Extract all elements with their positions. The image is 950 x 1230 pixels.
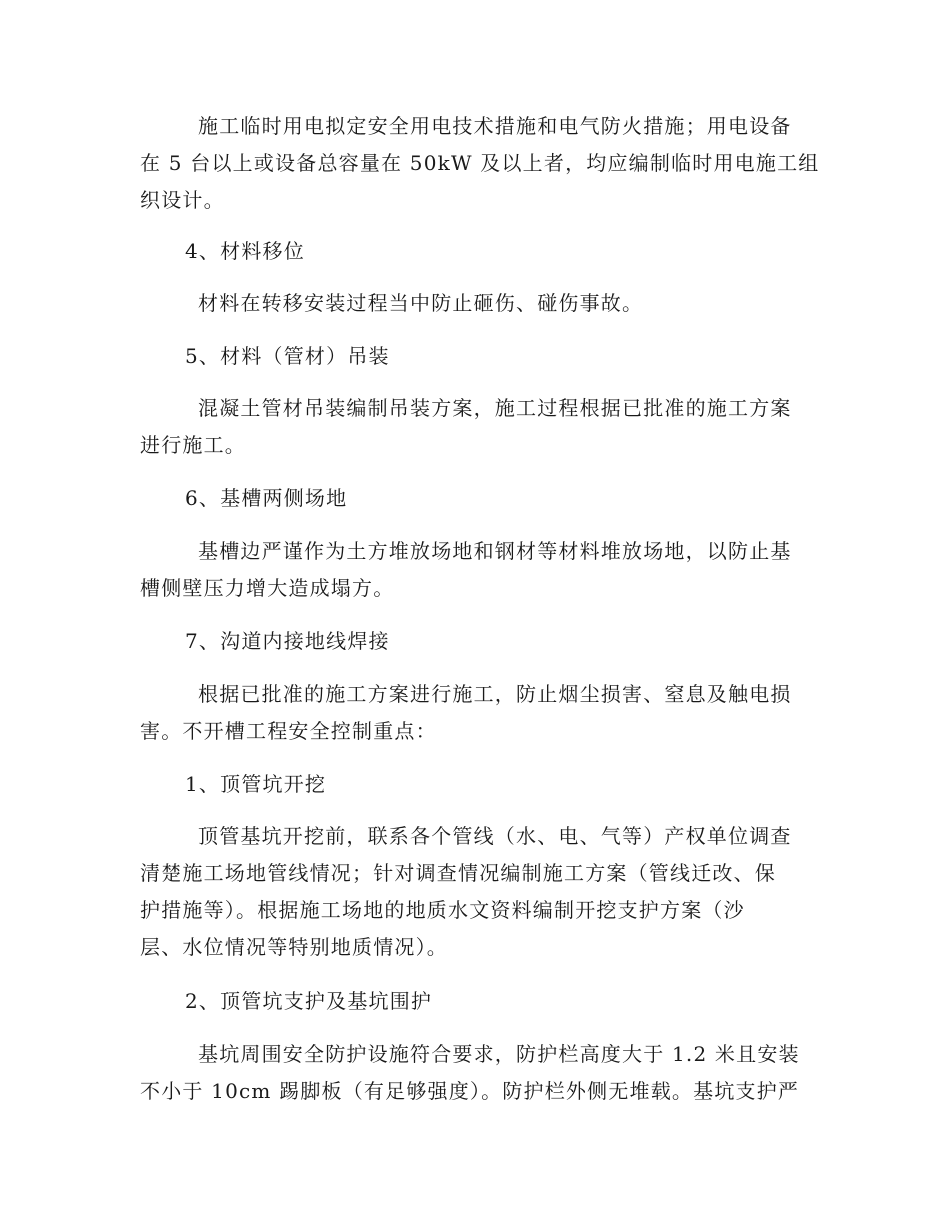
paragraph-jacking-pit-excavation [140, 818, 810, 966]
paragraph-line: 进行施工。 [140, 433, 246, 457]
paragraph-trench-sites [140, 533, 810, 607]
paragraph-line: 施工临时用电拟定安全用电技术措施和电气防火措施；用电设备 [198, 114, 792, 138]
paragraph-line: 清楚施工场地管线情况；针对调查情况编制施工方案（管线迁改、保 [140, 861, 776, 885]
paragraph-line: 根据已批准的施工方案进行施工，防止烟尘损害、窒息及触电损 [198, 682, 792, 706]
heading-ground-wire-welding: 7、沟道内接地线焊接 [185, 629, 390, 653]
paragraph-line: 不小于 10cm 踢脚板（有足够强度）。防护栏外侧无堆载。基坑支护严 [140, 1079, 800, 1103]
heading-material-relocation: 4、材料移位 [185, 239, 305, 263]
paragraph-line: 顶管基坑开挖前，联系各个管线（水、电、气等）产权单位调查 [198, 824, 792, 848]
heading-pipe-hoisting: 5、材料（管材）吊装 [185, 344, 390, 368]
paragraph-line: 害。不开槽工程安全控制重点： [140, 719, 437, 743]
paragraph-pit-support-enclosure [140, 1036, 810, 1110]
paragraph-temporary-electricity [140, 108, 820, 219]
heading-trench-sites: 6、基槽两侧场地 [185, 486, 348, 510]
heading-pit-support-enclosure: 2、顶管坑支护及基坑围护 [185, 989, 433, 1013]
paragraph-material-relocation [140, 285, 810, 322]
paragraph-line: 材料在转移安装过程当中防止砸伤、碰伤事故。 [198, 291, 644, 315]
heading-jacking-pit-excavation: 1、顶管坑开挖 [185, 772, 327, 796]
paragraph-line: 基槽边严谨作为土方堆放场地和钢材等材料堆放场地，以防止基 [198, 539, 792, 563]
paragraph-line: 基坑周围安全防护设施符合要求，防护栏高度大于 1.2 米且安装 [198, 1042, 800, 1066]
paragraph-ground-wire-welding [140, 676, 810, 750]
paragraph-line: 在 5 台以上或设备总容量在 50kW 及以上者，均应编制临时用电施工组 [140, 151, 820, 175]
paragraph-line: 织设计。 [140, 188, 225, 212]
paragraph-line: 混凝土管材吊装编制吊装方案，施工过程根据已批准的施工方案 [198, 396, 792, 420]
paragraph-pipe-hoisting [140, 390, 810, 464]
paragraph-line: 槽侧壁压力增大造成塌方。 [140, 576, 395, 600]
paragraph-line: 护措施等）。根据施工场地的地质水文资料编制开挖支护方案（沙 [140, 898, 745, 922]
paragraph-line: 层、水位情况等特别地质情况）。 [140, 935, 448, 959]
